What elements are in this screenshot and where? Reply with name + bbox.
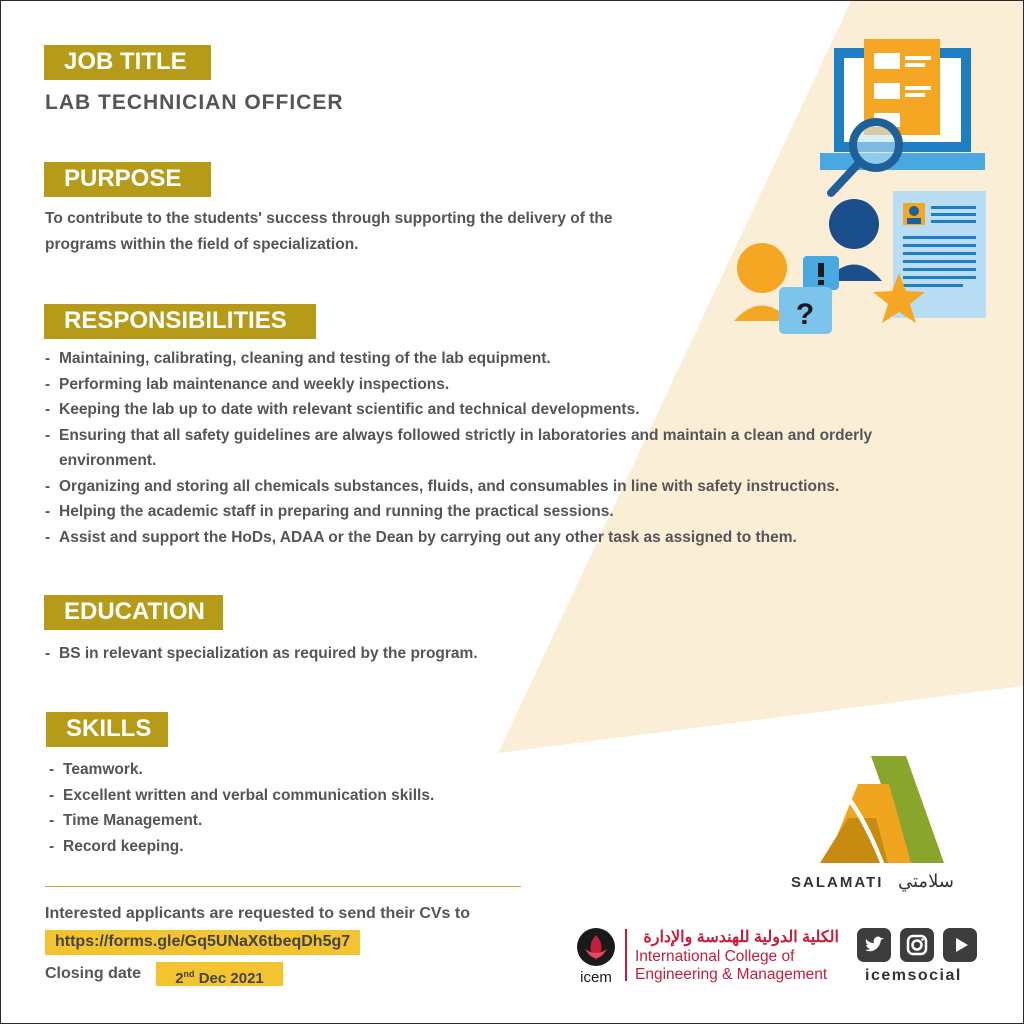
list-item: - Performing lab maintenance and weekly inspections. [45, 372, 965, 398]
purpose-line: To contribute to the students' success through supporting the delivery of the [45, 210, 613, 227]
list-item: - Excellent written and verbal communication skills. [49, 783, 649, 809]
skills-list [49, 757, 649, 859]
list-item: - Assist and support the HoDs, ADAA or the Dean by carrying out any other task as assigned to them. [45, 525, 965, 551]
job-title-label: JOB TITLE [44, 45, 211, 80]
recruitment-illustration [731, 36, 991, 346]
skills-label: SKILLS [46, 712, 168, 747]
list-item: - Helping the academic staff in preparing and running the practical sessions. [45, 499, 965, 525]
list-item: - Time Management. [49, 808, 649, 834]
responsibilities-list [45, 346, 965, 550]
social-handle: icemsocial [865, 967, 962, 984]
responsibilities-label: RESPONSIBILITIES [44, 304, 316, 339]
list-item: - Keeping the lab up to date with relevant scientific and technical developments. [45, 397, 965, 423]
list-item: - Organizing and storing all chemicals substances, fluids, and consumables in line with safety instructions. [45, 474, 965, 500]
closing-day: 2 [175, 970, 184, 987]
person-icon [829, 199, 879, 249]
salamati-wordmark: SALAMATI [791, 874, 884, 891]
closing-day-suffix: nd [183, 969, 195, 979]
divider [45, 886, 521, 887]
college-name-arabic: الكلية الدولية للهندسة والإدارة [643, 929, 839, 946]
closing-month-year: Dec 2021 [194, 970, 264, 987]
closing-date-value [156, 962, 283, 986]
youtube-icon[interactable] [943, 928, 977, 962]
logo-divider [625, 929, 627, 981]
list-item: - Teamwork. [49, 757, 649, 783]
list-item: - Record keeping. [49, 834, 649, 860]
apply-instructions: Interested applicants are requested to send their CVs to [45, 905, 470, 922]
education-list [45, 641, 745, 667]
list-item: - Ensuring that all safety guidelines are always followed strictly in laboratories and maintain a clean and orderly environment. [45, 423, 965, 474]
education-label: EDUCATION [44, 595, 223, 630]
list-item: - Maintaining, calibrating, cleaning and testing of the lab equipment. [45, 346, 965, 372]
list-item: - BS in relevant specialization as required by the program. [45, 641, 745, 667]
job-title-value: LAB TECHNICIAN OFFICER [45, 91, 344, 114]
instagram-icon[interactable] [900, 928, 934, 962]
icem-logo [573, 927, 619, 985]
purpose-line: programs within the field of specialization. [45, 236, 359, 253]
closing-date-label: Closing date [45, 965, 142, 982]
college-name-line2: Engineering & Management [635, 966, 828, 983]
application-link[interactable]: https://forms.gle/Gq5UNaX6tbeqDh5g7 [45, 930, 360, 955]
purpose-label: PURPOSE [44, 162, 211, 197]
twitter-icon[interactable] [857, 928, 891, 962]
salamati-arabic: سلامتي [898, 871, 954, 891]
icem-wordmark: icem [580, 969, 612, 985]
svg-text:?: ? [795, 298, 815, 331]
person-icon [737, 243, 787, 293]
college-name-line1: International College of [635, 948, 795, 965]
purpose-text [45, 206, 745, 258]
